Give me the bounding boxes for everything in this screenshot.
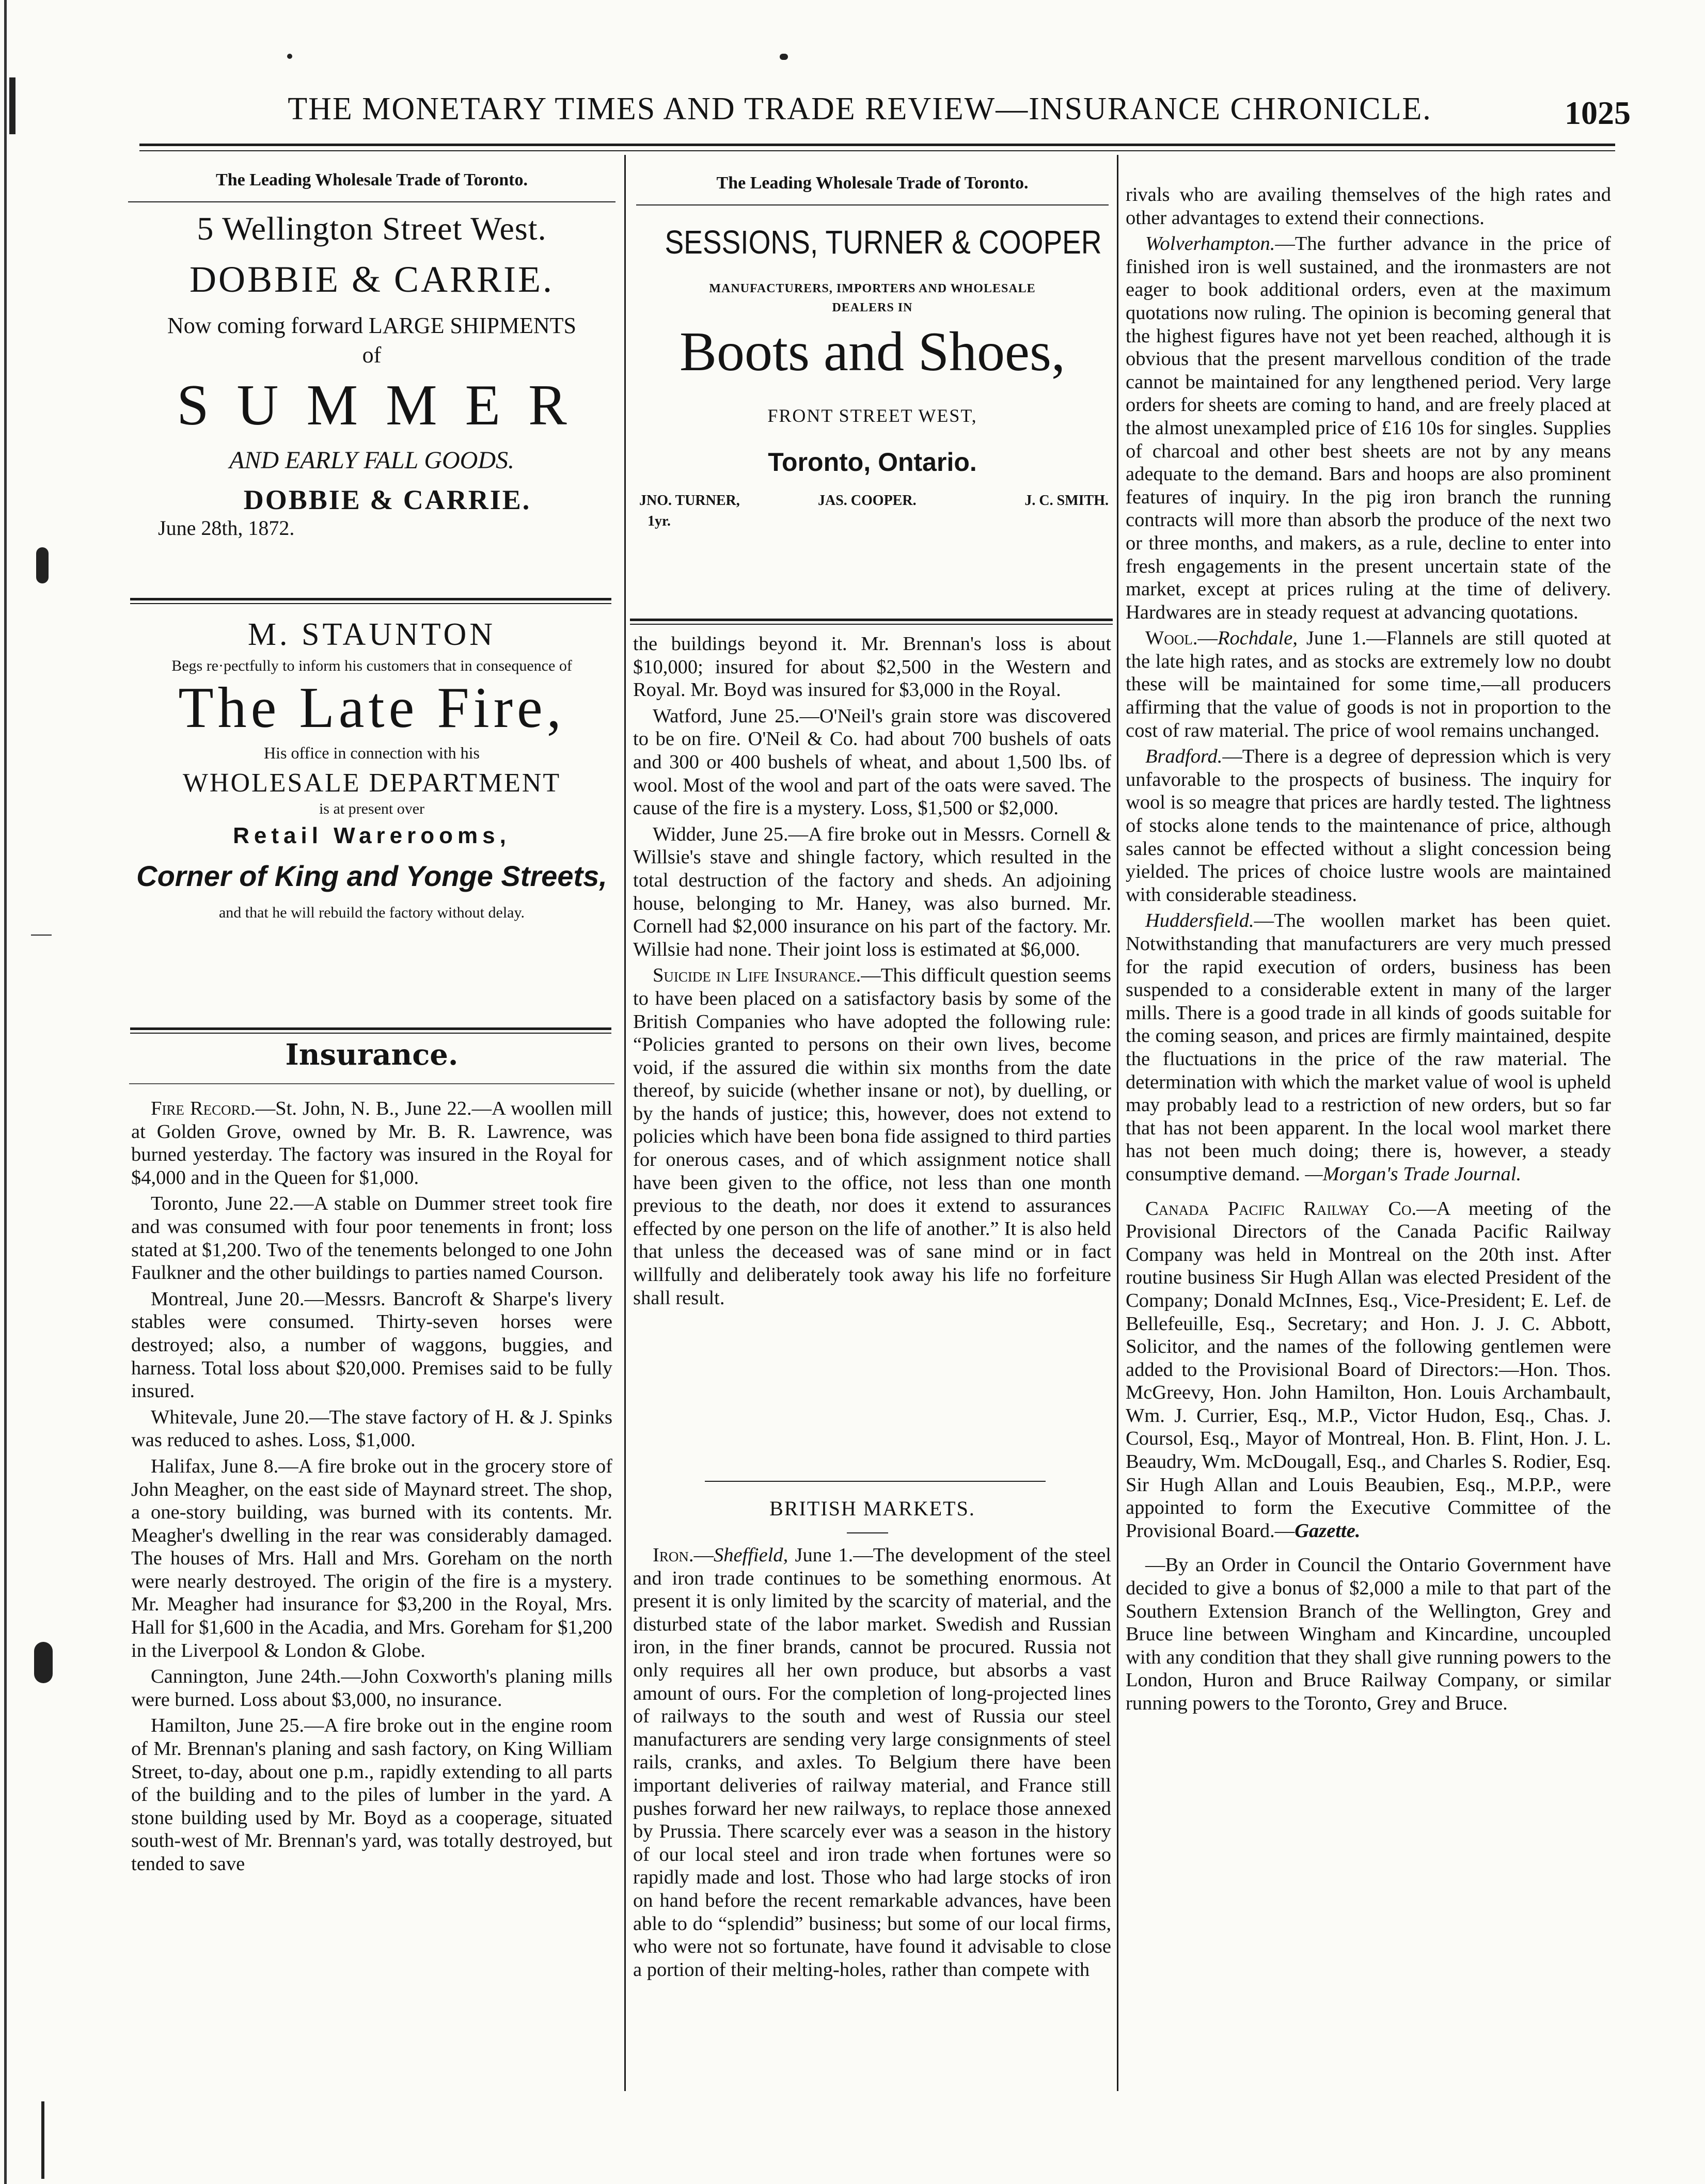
margin-mark bbox=[34, 1642, 53, 1683]
wavy-rule bbox=[129, 1083, 614, 1084]
column-2-text bbox=[633, 632, 1111, 1312]
ad-address: Corner of King and Yonge Streets, bbox=[136, 860, 607, 892]
paragraph: Cannington, June 24th.—John Coxworth's planing mills were burned. Loss about $3,000, no insurance. bbox=[131, 1666, 612, 1711]
paragraph bbox=[1126, 1197, 1611, 1543]
ad-rooms: Retail Warerooms, bbox=[233, 823, 511, 848]
header-rule-thin bbox=[139, 150, 1615, 151]
ad-heading: The Leading Wholesale Trade of Toronto. bbox=[716, 173, 1029, 193]
binding-edge bbox=[4, 0, 7, 2184]
ad-firm-name: SESSIONS, TURNER & COOPER bbox=[665, 224, 1102, 261]
column-3-text bbox=[1126, 183, 1611, 1718]
ad-text: Now coming forward LARGE SHIPMENTS bbox=[167, 313, 576, 338]
paragraph: Halifax, June 8.—A fire broke out in the grocery store of John Meagher, on the east side of Maynard street. The shop, a one-story building, was burned with its contents. Mr. Meagher's dwelling in the rear was considerably damaged. The houses of Mrs. Hall and Mrs. Goreham on the north were nearly destroyed. The origin of the fire is a mystery. Mr. Meagher had insurance for $3,200 in the Royal, Mrs. Hall for $1,600 in the Acadia, and Mrs. Goreham for $1,200 in the Liverpool & London & Globe. bbox=[131, 1455, 612, 1661]
margin-mark bbox=[41, 2101, 44, 2179]
lead-in: Wool. bbox=[1145, 627, 1198, 650]
ad-rule bbox=[630, 619, 1113, 621]
place-name: Bradford. bbox=[1145, 746, 1223, 768]
ad-city: Toronto, Ontario. bbox=[768, 448, 977, 477]
partner-name: J. C. SMITH. bbox=[1024, 493, 1109, 509]
ad-text: of bbox=[362, 342, 382, 368]
paragraph: Whitevale, June 20.—The stave factory of H. & J. Spinks was reduced to ashes. Loss, $1,000. bbox=[131, 1406, 612, 1451]
paragraph: the buildings beyond it. Mr. Brennan's loss is about $10,000; insured for about $2,500 in the Western and Royal. Mr. Boyd was insured for $3,000 in the Royal. bbox=[633, 633, 1111, 701]
header-rule bbox=[139, 144, 1615, 146]
ad-display-word: The Late Fire, bbox=[178, 676, 565, 740]
ad-text: His office in connection with his bbox=[264, 743, 480, 762]
partner-name: JAS. COOPER. bbox=[818, 493, 917, 509]
ad-text: Begs re·pectfully to inform his customers that in consequence of bbox=[171, 657, 572, 674]
advertisement-sessions-turner-cooper bbox=[631, 155, 1114, 599]
place-name: Rochdale, bbox=[1217, 627, 1298, 650]
section-heading-insurance: Insurance. bbox=[285, 1038, 459, 1072]
ad-code: 1yr. bbox=[648, 513, 671, 529]
lead-in: Fire Record. bbox=[151, 1098, 256, 1119]
ad-date: June 28th, 1872. bbox=[158, 516, 295, 540]
paragraph-text: —The further advance in the price of finished iron is well sustained, and the ironmasters are not eager to book additional orders, even at the maximum quotations now ruling. The opinion is becoming general that the highest figures have not yet been reached, although it is obvious that the present marvellous condition of the trade cannot be maintained for any lengthened period. Very large orders for sheets are coming to hand, and are freely placed at the almost unexampled price of £16 10s for singles. Supplies of charcoal and other best sheets are not by any means adequate to the demand. Bars and hoops are also prominent features of inquiry. In the pig iron branch the running contracts will more than absorb the produce of the next two or three months, and makers, as a rule, decline to enter into fresh engagements in the present uncertain state of the market, except at prices ruling at the time of delivery. Hardwares are in steady request at advancing quotations. bbox=[1126, 233, 1611, 623]
ad-address: 5 Wellington Street West. bbox=[197, 210, 547, 247]
ad-rule bbox=[130, 598, 611, 600]
section-rule-short bbox=[847, 1532, 888, 1533]
paragraph bbox=[633, 964, 1111, 1309]
ad-rule-thin bbox=[130, 603, 611, 604]
partner-name: JNO. TURNER, bbox=[639, 493, 740, 509]
ad-name: M. STAUNTON bbox=[247, 617, 496, 652]
margin-speck bbox=[780, 54, 788, 60]
ad-rule bbox=[130, 1027, 611, 1030]
paragraph-text: —The woollen market has been quiet. Notwithstanding that manufacturers are very much pressed for the rapid execution of orders, business has been suspended to a considerable extent in many of the larger mills. There is a good trade in all kinds of goods suitable for the coming season, and prices are firmly maintained, despite the fluctuations in the price of the raw material. The determination with which the market value of wool is upheld may probably lead to a restriction of new orders, but so far that has not been apparent. In the local wool market there has not been much doing; there is, however, a steady consumptive demand. bbox=[1126, 910, 1611, 1185]
paragraph: Hamilton, June 25.—A fire broke out in the engine room of Mr. Brennan's planing and sash factory, on King William Street, to-day, about one p.m., rapidly extending to all parts of the building and to the piles of lumber in the yard. A stone building used by Mr. Boyd as a cooperage, situated south-west of Mr. Brennan's yard, was totally destroyed, but tended to save bbox=[131, 1715, 612, 1875]
lead-in: Suicide in Life Insurance. bbox=[653, 964, 861, 987]
ad-text: and that he will rebuild the factory without delay. bbox=[218, 904, 525, 921]
paragraph bbox=[1126, 232, 1611, 624]
ad-text: DEALERS IN bbox=[832, 301, 913, 314]
paragraph: Widder, June 25.—A fire broke out in Messrs. Cornell & Willsie's stave and shingle factory, which resulted in the total destruction of the factory and sheds. An adjoining house, belonging to Mr. Haney, was also burned. Mr. Cornell had $2,000 insurance on his part of the factory. Mr. Willsie had none. Their joint loss is estimated at $6,000. bbox=[633, 823, 1111, 960]
paragraph bbox=[1126, 745, 1611, 906]
paragraph-text: —St. John, N. B., June 22.—A woollen mill at Golden Grove, owned by Mr. B. R. Lawrence, was burned yesterday. The factory was insured in the Royal for $4,000 and in the Queen for $1,000. bbox=[131, 1098, 612, 1189]
lead-in: Iron. bbox=[653, 1544, 694, 1566]
paragraph bbox=[1126, 909, 1611, 1185]
page-number: 1025 bbox=[1565, 94, 1631, 131]
lead-in: Canada Pacific Railway Co. bbox=[1145, 1197, 1417, 1220]
paragraph bbox=[131, 1097, 612, 1189]
running-title: THE MONETARY TIMES AND TRADE REVIEW—INSURANCE CHRONICLE. bbox=[288, 91, 1432, 126]
ad-department: WHOLESALE DEPARTMENT bbox=[182, 768, 561, 798]
paragraph: rivals who are availing themselves of the high rates and other advantages to extend their connections. bbox=[1126, 184, 1611, 229]
ad-firm-name: DOBBIE & CARRIE. bbox=[189, 259, 555, 300]
paragraph: Iron.—Sheffield, June 1.—The development of the steel and iron trade continues to be something enormous. At present it is only limited by the scarcity of material, and the disturbed state of the labor market. Swedish and Russian iron, in the finer brands, cannot be procured. Russia not only requires all her own produce, but absorbs a vast amount of ours. For the completion of long-projected lines of railways to the south and west of Russia our steel manufacturers are sending very large consignments of steel rails, cranks, and axles. To Belgium there have been important deliveries of railway material, and France still pushes forward her new railways, to replace those annexed by Prussia. There scarcely ever was a season in the history of our local steel and iron trade when fortunes were so rapidly made and lost. Those who had large stocks of iron on hand before the recent remarkable advances, have been able to do “splendid” business; but some of our local firms, who were not so fortunate, have found it advisable to close a portion of their melting-holes, rather than compete with bbox=[633, 1544, 1111, 1981]
ad-rule-thin bbox=[130, 1033, 611, 1034]
paragraph-text: —A meeting of the Provisional Directors of the Canada Pacific Railway Company was held in Montreal on the 20th inst. After routine business Sir Hugh Allan was elected President of the Company; Donald McInnes, Esq., Vice-President; E. Lef. de Bellefeuille, Esq., Secretary; and Hon. J. J. C. Abbott, Solicitor, and the names of the following gentlemen were added to the Provisional Board of Directors:—Hon. Thos. McGreevy, Hon. John Hamilton, Hon. Louis Archambault, Wm. J. Currier, Esq., M.P., Victor Hudon, Esq., Chas. J. Coursol, Esq., Mayor of Montreal, Hon. B. Flint, Hon. J. L. Beaudry, Wm. McDougall, Esq., and Charles S. Rodier, Esq. Sir Hugh Allan and Louis Beaubien, Esq., M.P.P., were appointed to form the Executive Committee of the Provisional Board.— bbox=[1126, 1197, 1611, 1542]
paragraph: Wool.—Rochdale, June 1.—Flannels are still quoted at the late high rates, and as stocks are extremely low no doubt these will be maintained for some time,—all producers affirming that the value of goods is not in proportion to the cost of raw material. The price of wool remains unchanged. bbox=[1126, 627, 1611, 741]
column-rule bbox=[1117, 155, 1118, 2091]
source-citation: —Morgan's Trade Journal. bbox=[1305, 1163, 1522, 1185]
ad-heading: The Leading Wholesale Trade of Toronto. bbox=[216, 170, 528, 189]
paragraph-text: —There is a degree of depression which is very unfavorable to the prospects of business. The inquiry for wool is so meagre that prices are hardly tested. The lightness of stocks alone tends to the maintenance of price, although sales cannot be effected without a slight concession being yielded. The prices of choice lustre wools are maintained with considerable steadiness. bbox=[1126, 746, 1611, 906]
margin-mark bbox=[36, 547, 49, 583]
source-citation: Gazette. bbox=[1294, 1520, 1361, 1542]
ad-text: AND EARLY FALL GOODS. bbox=[229, 447, 515, 474]
advertisement-staunton bbox=[124, 609, 620, 1017]
paragraph: Watford, June 25.—O'Neil's grain store was discovered to be on fire. O'Neil & Co. had about 700 bushels of oats and 300 or 400 bushels of wheat, and about 1,500 lbs. of wool. Most of the wool and part of the oats were saved. The cause of the fire is a mystery. Loss, $1,500 or $2,000. bbox=[633, 705, 1111, 819]
ad-partners bbox=[631, 493, 1114, 513]
ad-text: MANUFACTURERS, IMPORTERS AND WHOLESALE bbox=[709, 282, 1036, 295]
paragraph-text: June 1.—Flannels are still quoted at the late high rates, and as stocks are extremely low no doubt these will be maintained for some time,—all producers affirming that the value of goods is not in proportion to the cost of raw material. The price of wool remains unchanged. bbox=[1126, 627, 1611, 741]
british-markets-text bbox=[633, 1544, 1111, 1984]
margin-mark bbox=[9, 77, 15, 134]
advertisement-dobbie-carrie bbox=[124, 155, 620, 591]
insurance-column bbox=[131, 1097, 612, 1879]
place-name: Huddersfield. bbox=[1145, 910, 1254, 932]
place-name: Wolverhampton. bbox=[1145, 233, 1275, 255]
ad-display-word: SUMMER bbox=[177, 373, 595, 437]
paragraph-text: —This difficult question seems to have been placed on a satisfactory basis by some of the British Companies who have adopted the following rule: “Policies granted to persons on their own lives, become void, if the assured die within six months from the date thereof, by suicide (whether insane or not), by duelling, or by the hands of justice; this, however, does not extend to policies which have been bona fide assigned to third parties for onerous cases, and of which assignment notice shall have been given to the office, not less than one month previous to the death, nor does it extend to assurances effected by one person on the life of another.” It is also held that unless the deceased was of sane mind or in fact willfully and deliberately took away his life no forfeiture shall result. bbox=[633, 964, 1111, 1309]
place-name: Sheffield, bbox=[713, 1544, 788, 1566]
margin-speck bbox=[287, 54, 292, 59]
margin-mark bbox=[31, 935, 52, 936]
paragraph-text: June 1.—The development of the steel and iron trade continues to be something enormous. At present it is only limited by the scarcity of material, and the disturbed state of the labor market. Swedish and Russian iron, in the finer brands, cannot be procured. Russia not only requires all her own produce, but absorbs a vast amount of ours. For the completion of long-projected lines of railways to the south and west of Russia our steel manufacturers are sending very large consignments of steel rails, cranks, and axles. To Belgium there have been important deliveries of railway material, and France still pushes forward her new railways, to replace those annexed by Prussia. There scarcely ever was a season in the history of our local steel and iron trade when fortunes were so rapidly made and lost. Those who had large stocks of iron on hand before the recent remarkable advances, have been able to do “splendid” business; but some of our local firms, who were not so fortunate, have found it advisable to close a portion of their melting-holes, rather than compete with bbox=[633, 1544, 1111, 1981]
ad-street: FRONT STREET WEST, bbox=[767, 405, 977, 426]
ad-text: is at present over bbox=[319, 800, 425, 817]
column-rule bbox=[624, 155, 626, 2091]
ad-product: Boots and Shoes, bbox=[679, 321, 1066, 383]
section-rule bbox=[705, 1481, 1046, 1482]
section-heading-british-markets: BRITISH MARKETS. bbox=[769, 1497, 975, 1520]
ad-rule-thin bbox=[630, 624, 1113, 625]
paragraph: Montreal, June 20.—Messrs. Bancroft & Sharpe's livery stables were consumed. Thirty-seven horses were destroyed; also, a number of waggons, buggies, and harness. Total loss about $20,000. Premises said to be fully insured. bbox=[131, 1288, 612, 1402]
ad-firm-name: DOBBIE & CARRIE. bbox=[243, 484, 531, 515]
paragraph: —By an Order in Council the Ontario Government have decided to give a bonus of $2,000 a mile to that part of the Southern Extension Branch of the Wellington, Grey and Bruce line between Wingham and Kincardine, uncoupled with any condition that they shall give running powers to the London, Huron and Bruce Railway Company, or similar running powers to the Toronto, Grey and Bruce. bbox=[1126, 1554, 1611, 1714]
paragraph: Toronto, June 22.—A stable on Dummer street took fire and was consumed with four poor tenements in front; loss stated at $1,200. Two of the tenements belonged to one John Faulkner and the other buildings to parties named Courson. bbox=[131, 1193, 612, 1284]
